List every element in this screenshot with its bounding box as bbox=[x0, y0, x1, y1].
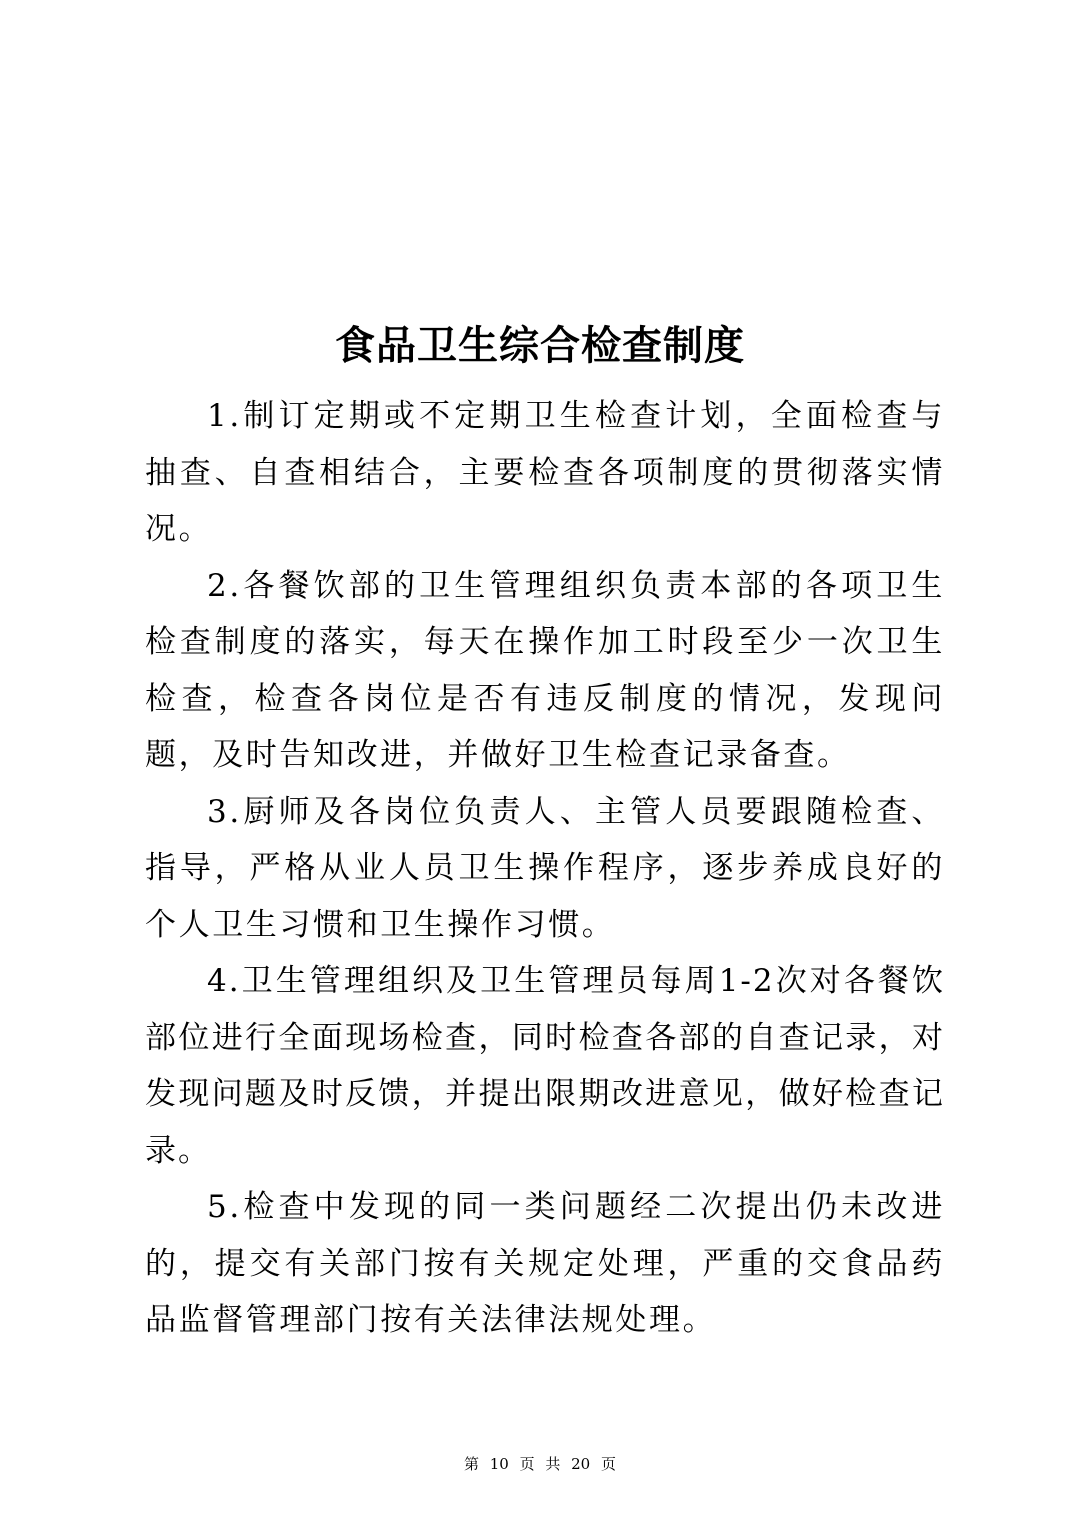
document-body bbox=[145, 388, 945, 1349]
document-title: 食品卫生综合检查制度 bbox=[335, 322, 745, 369]
paragraph-1: 1.制订定期或不定期卫生检查计划，全面检查与抽查、自查相结合，主要检查各项制度的贯彻落实情况。 bbox=[145, 398, 945, 547]
paragraph-2: 2.各餐饮部的卫生管理组织负责本部的各项卫生检查制度的落实，每天在操作加工时段至少一次卫生检查，检查各岗位是否有违反制度的情况，发现问题，及时告知改进，并做好卫生检查记录备查。 bbox=[145, 567, 945, 773]
paragraph-3: 3.厨师及各岗位负责人、主管人员要跟随检查、指导，严格从业人员卫生操作程序，逐步养成良好的个人卫生习惯和卫生操作习惯。 bbox=[145, 793, 945, 943]
paragraph-5: 5.检查中发现的同一类问题经二次提出仍未改进的，提交有关部门按有关规定处理，严重的交食品药品监督管理部门按有关法律法规处理。 bbox=[145, 1189, 945, 1338]
page-footer: 第 10 页 共 20 页 bbox=[463, 1455, 616, 1473]
paragraph-4: 4.卫生管理组织及卫生管理员每周1-2次对各餐饮部位进行全面现场检查，同时检查各部的自查记录，对发现问题及时反馈，并提出限期改进意见，做好检查记录。 bbox=[145, 963, 945, 1169]
